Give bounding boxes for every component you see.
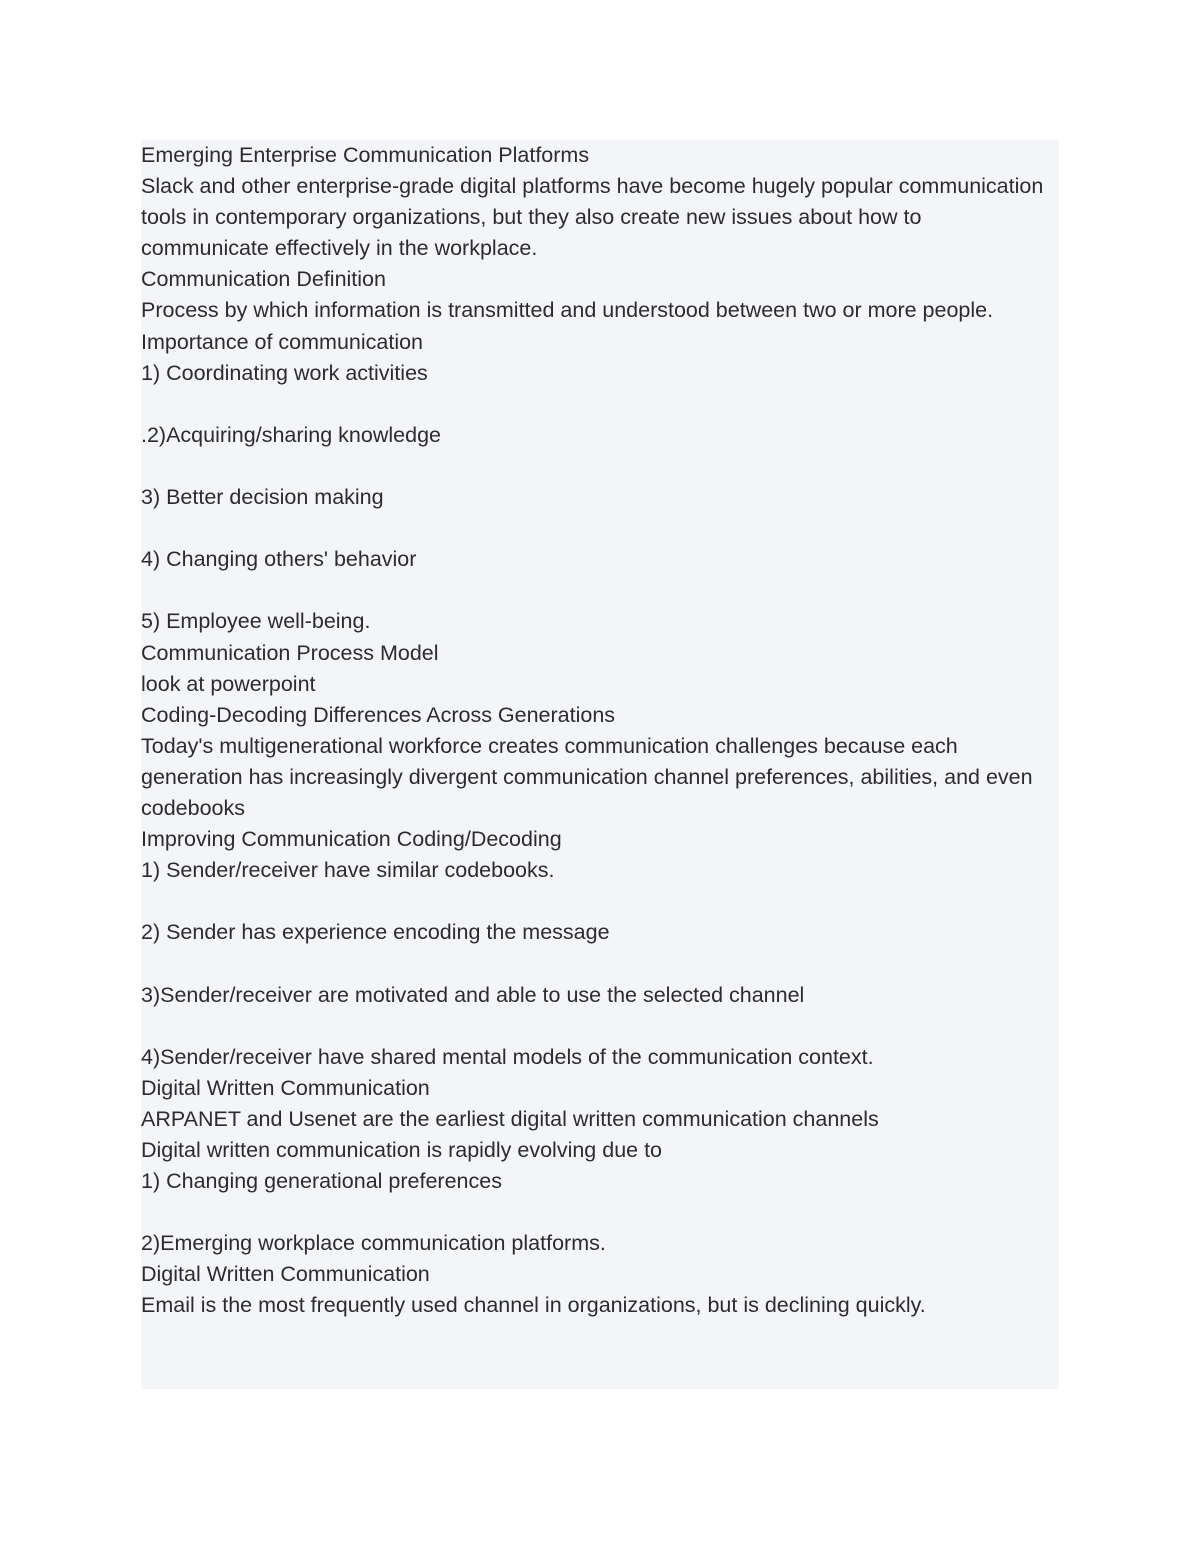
list-item: 2) Sender has experience encoding the message — [141, 920, 610, 945]
section-body: Today's multigenerational workforce creates communication challenges because each generation has increasingly divergent communication channel preferences, abilities, and even codebooks — [141, 733, 1039, 820]
section-body: Process by which information is transmitted and understood between two or more people. — [141, 298, 994, 323]
list-item: 2)Emerging workplace communication platforms. — [141, 1231, 606, 1256]
section-body: Email is the most frequently used channel in organizations, but is declining quickly. — [141, 1293, 926, 1318]
section-heading: Importance of communication — [141, 329, 424, 354]
list-item: 4)Sender/receiver have shared mental models of the communication context. — [141, 1044, 874, 1069]
section-heading: Coding-Decoding Differences Across Generations — [141, 702, 616, 727]
list-item: 4) Changing others' behavior — [141, 547, 417, 572]
list-item: .2)Acquiring/sharing knowledge — [141, 422, 441, 447]
section-heading: Digital Written Communication — [141, 1075, 430, 1100]
list-item: 1) Sender/receiver have similar codebooks. — [141, 858, 555, 883]
spacer — [141, 1011, 1051, 1042]
section-body: Digital written communication is rapidly evolving due to — [141, 1138, 663, 1162]
section-heading: Communication Definition — [141, 267, 386, 292]
section-heading: Emerging Enterprise Communication Platforms — [141, 143, 590, 167]
section-heading: Digital Written Communication — [141, 1262, 430, 1287]
document-text — [141, 140, 1051, 1322]
section-body: Slack and other enterprise-grade digital platforms have become hugely popular communication tools in contemporary organizations, but they also create new issues about how to communicate effectively in the workplace. — [141, 174, 1050, 261]
list-item: 3)Sender/receiver are motivated and able to use the selected channel — [141, 982, 805, 1007]
spacer — [141, 513, 1051, 544]
list-item: 1) Changing generational preferences — [141, 1169, 502, 1194]
spacer — [141, 1197, 1051, 1228]
list-item: 3) Better decision making — [141, 485, 384, 510]
section-heading: Improving Communication Coding/Decoding — [141, 827, 562, 852]
list-item: 5) Employee well-being. — [141, 609, 371, 634]
spacer — [141, 451, 1051, 482]
list-item: 1) Coordinating work activities — [141, 360, 428, 385]
spacer — [141, 389, 1051, 420]
spacer — [141, 948, 1051, 979]
spacer — [141, 575, 1051, 606]
section-heading: Communication Process Model — [141, 640, 439, 665]
section-body: ARPANET and Usenet are the earliest digital written communication channels — [141, 1106, 879, 1131]
section-body: look at powerpoint — [141, 671, 316, 696]
spacer — [141, 886, 1051, 917]
